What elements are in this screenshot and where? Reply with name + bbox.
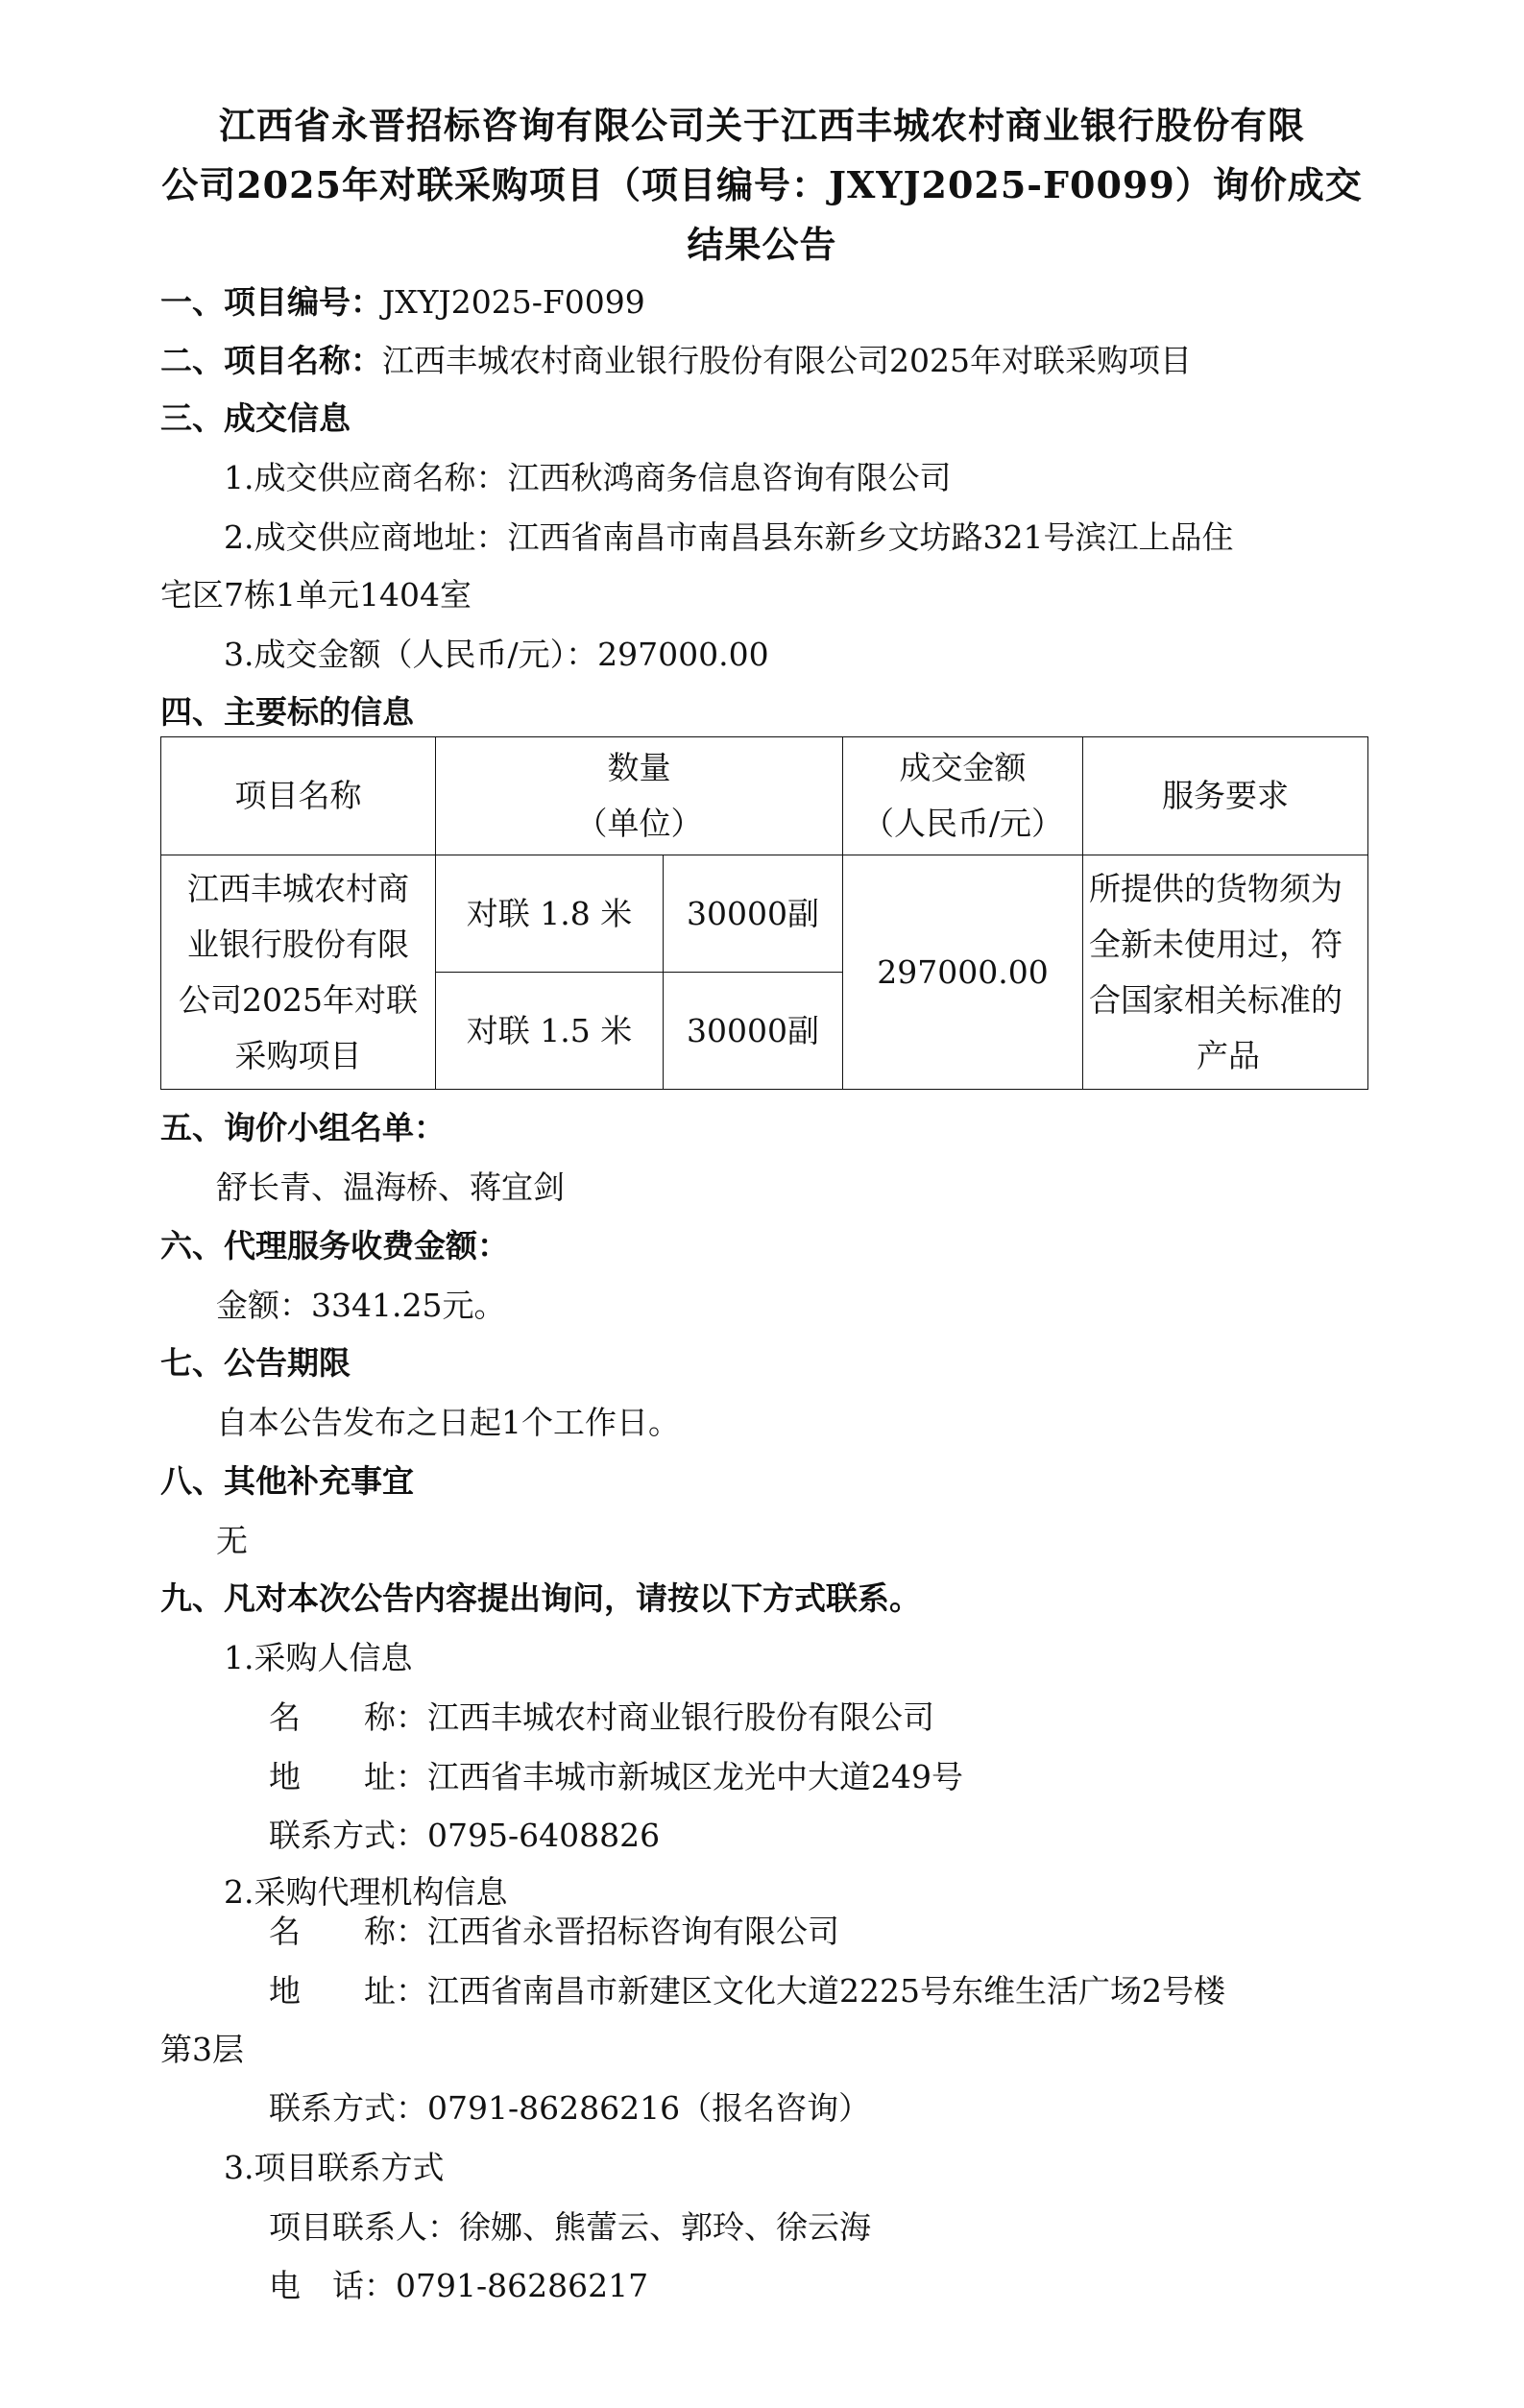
cell-text: 采购项目 <box>234 1036 362 1074</box>
agency-address: 地 址：江西省南昌市新建区文化大道2225号东维生活广场2号楼 <box>269 1972 1225 2010</box>
section-heading: 九、凡对本次公告内容提出询问，请按以下方式联系。 <box>160 1579 921 1617</box>
agency-name: 名 称：江西省永晋招标咨询有限公司 <box>269 1913 839 1950</box>
inquiry-group-members: 舒长青、温海桥、蒋宜剑 <box>216 1168 565 1206</box>
cell-text: 江西丰城农村商 <box>187 869 409 907</box>
cell-item: 对联 1.8 米 <box>436 855 664 973</box>
project-contact-heading: 3.项目联系方式 <box>224 2149 445 2186</box>
cell-text: 所提供的货物须为 <box>1089 869 1343 907</box>
cell-qty: 30000副 <box>664 973 843 1090</box>
supplier-address-cont: 宅区7栋1单元1404室 <box>160 576 472 614</box>
agency-info-heading: 2.采购代理机构信息 <box>224 1873 508 1911</box>
section-project-number <box>160 281 645 324</box>
section-heading: 四、主要标的信息 <box>160 693 414 731</box>
agency-address-cont: 第3层 <box>160 2031 244 2068</box>
cell-text: 合国家相关标准的 <box>1089 980 1343 1019</box>
buyer-info-heading: 1.采购人信息 <box>224 1639 413 1676</box>
title-line: 江西省永晋招标咨询有限公司关于江西丰城农村商业银行股份有限 <box>218 104 1305 147</box>
project-number-value: JXYJ2025-F0099 <box>382 283 645 321</box>
header-quantity-unit: （单位） <box>575 805 703 842</box>
section-heading: 五、询价小组名单： <box>160 1109 446 1146</box>
buyer-address: 地 址：江西省丰城市新城区龙光中大道249号 <box>269 1758 963 1795</box>
cell-item: 对联 1.5 米 <box>436 973 664 1090</box>
section-heading: 六、代理服务收费金额： <box>160 1227 509 1264</box>
title-line: 公司2025年对联采购项目（项目编号：JXYJ2025-F0099）询价成交 <box>161 163 1363 206</box>
header-project-name: 项目名称 <box>161 737 436 855</box>
cell-qty: 30000副 <box>664 855 843 973</box>
buyer-name: 名 称：江西丰城农村商业银行股份有限公司 <box>269 1698 934 1736</box>
table-row <box>161 855 1368 973</box>
header-amount-unit: （人民币/元） <box>861 805 1064 842</box>
cell-service <box>1083 855 1368 1090</box>
cell-text: 公司2025年对联 <box>179 980 418 1019</box>
cell-amount: 297000.00 <box>843 855 1083 1090</box>
header-service: 服务要求 <box>1083 737 1368 855</box>
agency-contact: 联系方式：0791-86286216（报名咨询） <box>269 2089 871 2127</box>
header-amount <box>843 737 1083 855</box>
project-contacts: 项目联系人：徐娜、熊蕾云、郭玲、徐云海 <box>269 2208 871 2246</box>
header-quantity-label: 数量 <box>607 749 671 786</box>
header-quantity <box>436 737 843 855</box>
other-matters: 无 <box>216 1522 248 1559</box>
project-phone: 电 话：0791-86286217 <box>269 2267 649 2304</box>
cell-text: 全新未使用过，符 <box>1089 925 1343 963</box>
subject-info-table <box>160 736 1368 1090</box>
cell-text: 产品 <box>1197 1036 1260 1074</box>
header-amount-label: 成交金额 <box>899 749 1027 786</box>
section-heading: 二、项目名称： <box>160 342 382 379</box>
section-heading: 八、其他补充事宜 <box>160 1462 414 1500</box>
supplier-address: 2.成交供应商地址：江西省南昌市南昌县东新乡文坊路321号滨江上品住 <box>224 518 1234 556</box>
buyer-contact: 联系方式：0795-6408826 <box>269 1817 661 1854</box>
section-project-name <box>160 340 1192 382</box>
cell-project-name <box>161 855 436 1090</box>
cell-text: 业银行股份有限 <box>187 925 409 963</box>
table-header-row <box>161 737 1368 855</box>
document-title <box>144 96 1380 275</box>
deal-amount: 3.成交金额（人民币/元）：297000.00 <box>224 636 769 673</box>
section-heading: 一、项目编号： <box>160 283 382 321</box>
supplier-name: 1.成交供应商名称：江西秋鸿商务信息咨询有限公司 <box>224 459 952 496</box>
title-line: 结果公告 <box>687 223 837 266</box>
section-heading: 三、成交信息 <box>160 399 351 437</box>
agency-fee: 金额：3341.25元。 <box>216 1287 506 1324</box>
announcement-period: 自本公告发布之日起1个工作日。 <box>216 1404 680 1441</box>
section-heading: 七、公告期限 <box>160 1344 351 1382</box>
project-name-value: 江西丰城农村商业银行股份有限公司2025年对联采购项目 <box>382 342 1192 379</box>
